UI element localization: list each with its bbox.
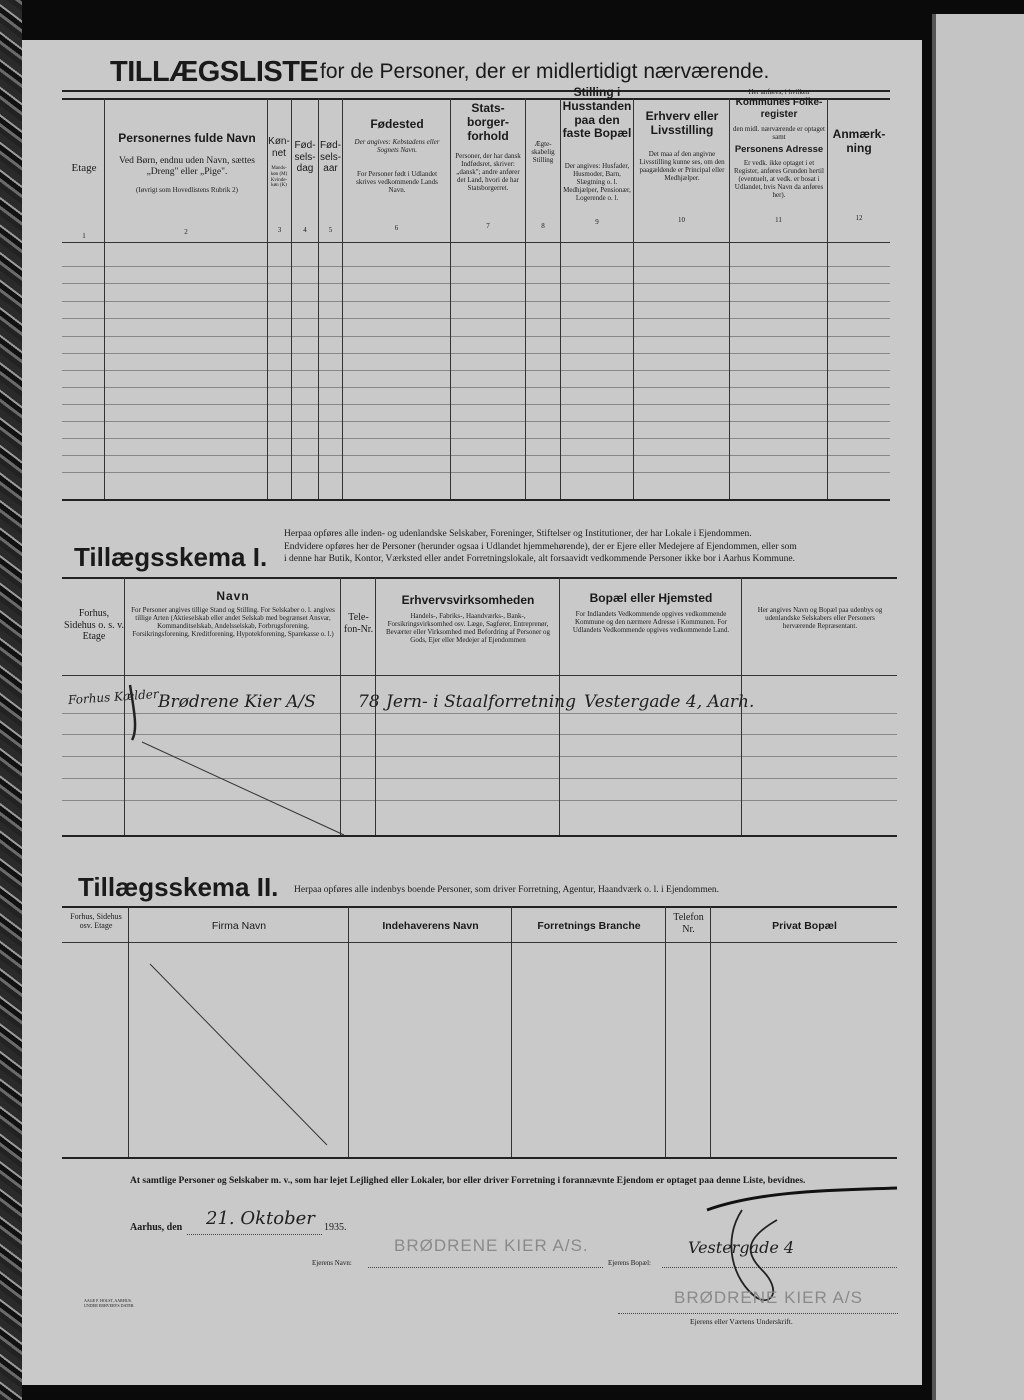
footer-date: 21. Oktober — [206, 1208, 315, 1229]
skema1-row-bopael: Vestergade 4, Aarh. — [584, 692, 755, 712]
colnum-6: 6 — [394, 224, 399, 232]
col-sex-title: Køn-net — [268, 136, 290, 159]
col-register-sub: den midl. nærværende er optaget samt — [733, 125, 825, 142]
skema2-col-etage: Forhus, Sidehus osv. Etage — [70, 912, 122, 931]
col-register-note: Er vedk. ikke optaget i et Register, anføres Grunden hertil (eventuelt, at vedk. er bosat i Udlandet, hvis Navn da anføres her). — [734, 159, 824, 200]
colnum-4: 4 — [303, 226, 307, 234]
skema2-col-indehaver: Indehaverens Navn — [382, 920, 479, 932]
skema1-col-bopael-title: Bopæl eller Hjemsted — [589, 591, 713, 605]
col-name-note2: (Iøvrigt som Hovedlistens Rubrik 2) — [136, 186, 238, 194]
colnum-11: 11 — [775, 216, 782, 224]
colnum-7: 7 — [486, 222, 490, 230]
skema2-title: Tillægsskema II. — [78, 872, 279, 902]
footer-owner-stamp: BRØDRENE KIER A/S. — [394, 1236, 589, 1255]
colnum-12: 12 — [855, 214, 863, 222]
skema2-col-bopael: Privat Bopæl — [772, 920, 837, 932]
skema1-intro-line1: Herpaa opføres alle inden- og udenlandske Selskaber, Foreninger, Stiftelser og Institutioner, der har Lokale i Ejendommen. — [284, 529, 752, 539]
skema2-intro: Herpaa opføres alle indenbys boende Personer, som driver Forretning, Agentur, Haandværk o. l. i Ejendommen. — [294, 885, 720, 895]
col-citizenship-title: Stats-borger-forhold — [467, 101, 509, 143]
col-occupation-note: Det maa af den angivne Livsstilling kunne ses, om den paagældende er Principal eller Medhjælper. — [639, 150, 725, 183]
skema1-col-erhverv-note: Handels-, Fabriks-, Haandværks-, Bank-, Forsikringsvirksomhed osv. Læge, Sagfører, Entreprenør, Beværter eller Virksomhed med Befordring af Personer og Gods, Ejer eller Medejer af Ejendommen — [385, 612, 551, 645]
footer-declaration: At samtlige Personer og Selskaber m. v., som har lejet Lejlighed eller Lokaler, bor eller driver Forretning i forannævnte Ejendom er optaget paa denne Liste, bevidnes. — [130, 1176, 806, 1186]
col-remarks-title: Anmærk-ning — [832, 127, 886, 155]
skema2-cancel-stroke — [142, 960, 342, 1150]
colnum-3: 3 — [277, 226, 282, 234]
colnum-1: 1 — [82, 232, 86, 240]
skema2-col-firma: Firma Navn — [211, 920, 267, 932]
col-register-title: Kommunes Folke-register — [735, 97, 823, 120]
skema2-col-branche: Forretnings Branche — [537, 920, 641, 932]
footer-city-label: Aarhus, den — [130, 1222, 183, 1233]
colnum-10: 10 — [678, 216, 685, 224]
col-birthyear-title: Fød-sels-aar — [319, 140, 342, 174]
col-citizenship-note: Personer, der har dansk Indfødsret, skriver: „dansk"; andre anfører det Land, hvori de har Statsborgerret. — [455, 152, 521, 193]
adjacent-page — [932, 14, 1024, 1400]
skema1-row-erhverv: Jern- i Staalforretning — [386, 692, 577, 712]
footer-year: 1935. — [324, 1222, 347, 1233]
skema1-col-repr-note: Her angives Navn og Bopæl paa udenbys og udenlandske Selskabers eller Personers herværende Repræsentant. — [757, 606, 883, 631]
col-name-note: Ved Børn, endnu uden Navn, sættes „Dreng" eller „Pige". — [119, 156, 255, 177]
col-register-title2: Personens Adresse — [734, 144, 824, 155]
form-sheet — [22, 40, 922, 1385]
footer-owner-address: Vestergade 4 — [688, 1238, 795, 1257]
col-household-title: Stilling i Husstanden paa den faste Bopæl — [562, 85, 632, 141]
skema1-row-navn: Brødrene Kier A/S — [158, 692, 316, 712]
skema1-col-erhverv-title: Erhvervsvirksomheden — [401, 593, 535, 607]
col-sex-note: Mands-køn (M) Kvinde-køn (K) — [270, 166, 288, 189]
skema2-col-telefon: Telefon Nr. — [673, 912, 704, 935]
skema1-row-telefon: 78 — [358, 692, 380, 712]
binding-spine — [0, 0, 22, 1400]
skema1-row-etage: Forhus Kælder — [67, 686, 160, 708]
printer-mark: AAGE F. HOLST, AARHUS. UNDER ERHVERVS DATER. — [84, 1298, 135, 1308]
col-etage-title: Etage — [71, 162, 97, 174]
col-birthday-title: Fød-sels-dag — [294, 140, 316, 174]
footer-signature-stamp: BRØDRENE KIER A/S — [674, 1288, 863, 1307]
skema1-intro — [284, 528, 896, 566]
footer-signature-label: Ejerens eller Værtens Underskrift. — [690, 1317, 793, 1326]
skema1-intro-line2: Endvidere opføres her de Personer (herunder ogsaa i Udlandet hjemmehørende), der er Ejere eller Medejere af Ejendommen, eller som — [284, 541, 797, 552]
colnum-8: 8 — [541, 222, 545, 230]
skema1-cancel-stroke — [122, 680, 352, 840]
col-birthplace-title: Fødested — [370, 117, 424, 131]
colnum-2: 2 — [184, 228, 188, 236]
form-subtitle: for de Personer, der er midlertidigt nærværende. — [320, 60, 770, 83]
skema1-col-etage: Forhus, Sidehus o. s. v. Etage — [64, 608, 124, 642]
col-household-note: Der angives: Husfader, Husmoder, Barn, Slægtning o. l. Medhjælper, Pensionær, Logerende o. l. — [563, 162, 631, 203]
col-occupation-title: Erhverv eller Livsstilling — [645, 109, 719, 137]
col-birthplace-note2: For Personer født i Udlandet skrives vedkommende Lands Navn. — [356, 170, 438, 195]
col-name-title: Personernes fulde Navn — [118, 131, 256, 145]
form-title: TILLÆGSLISTE — [110, 56, 319, 88]
colnum-9: 9 — [595, 218, 599, 226]
col-register-pre: Her anføres, i hvilken — [748, 88, 810, 96]
skema1-col-telefon: Tele-fon-Nr. — [343, 612, 374, 635]
skema1-title: Tillægsskema I. — [74, 542, 268, 572]
skema1-col-bopael-note: For Indlandets Vedkommende opgives vedkommende Kommune og den nærmere Adresse i Kommunen. For Udlandets Vedkommende opgives vedkommende Land. — [572, 610, 730, 635]
skema1-col-navn-note: For Personer angives tillige Stand og Stilling. For Selskaber o. l. angives tillige Arten (Aktieselskab eller andet Selskab med begrænset Ansvar, Kommanditselskab, Andelsselskab, Forbrugsforening, Forsikringsforening, Kreditforening, Hypotekforening, Sparekasse o. l.) — [131, 606, 335, 639]
skema1-intro-line3: i denne har Butik, Kontor, Værksted eller andet Forretningslokale, alt forsaavidt vedkommende Personer ikke bor i Aarhus Kommune. — [284, 554, 796, 564]
footer-owner-address-label: Ejerens Bopæl: — [608, 1259, 651, 1267]
col-marital-title: Ægte-skabelig Stilling — [531, 140, 555, 165]
col-birthplace-note: Der angives: Kebstadens eller Sognets Navn. — [354, 138, 440, 155]
skema1-col-navn-title: Navn — [216, 589, 250, 603]
footer-owner-name-label: Ejerens Navn: — [312, 1259, 352, 1267]
colnum-5: 5 — [328, 226, 333, 234]
